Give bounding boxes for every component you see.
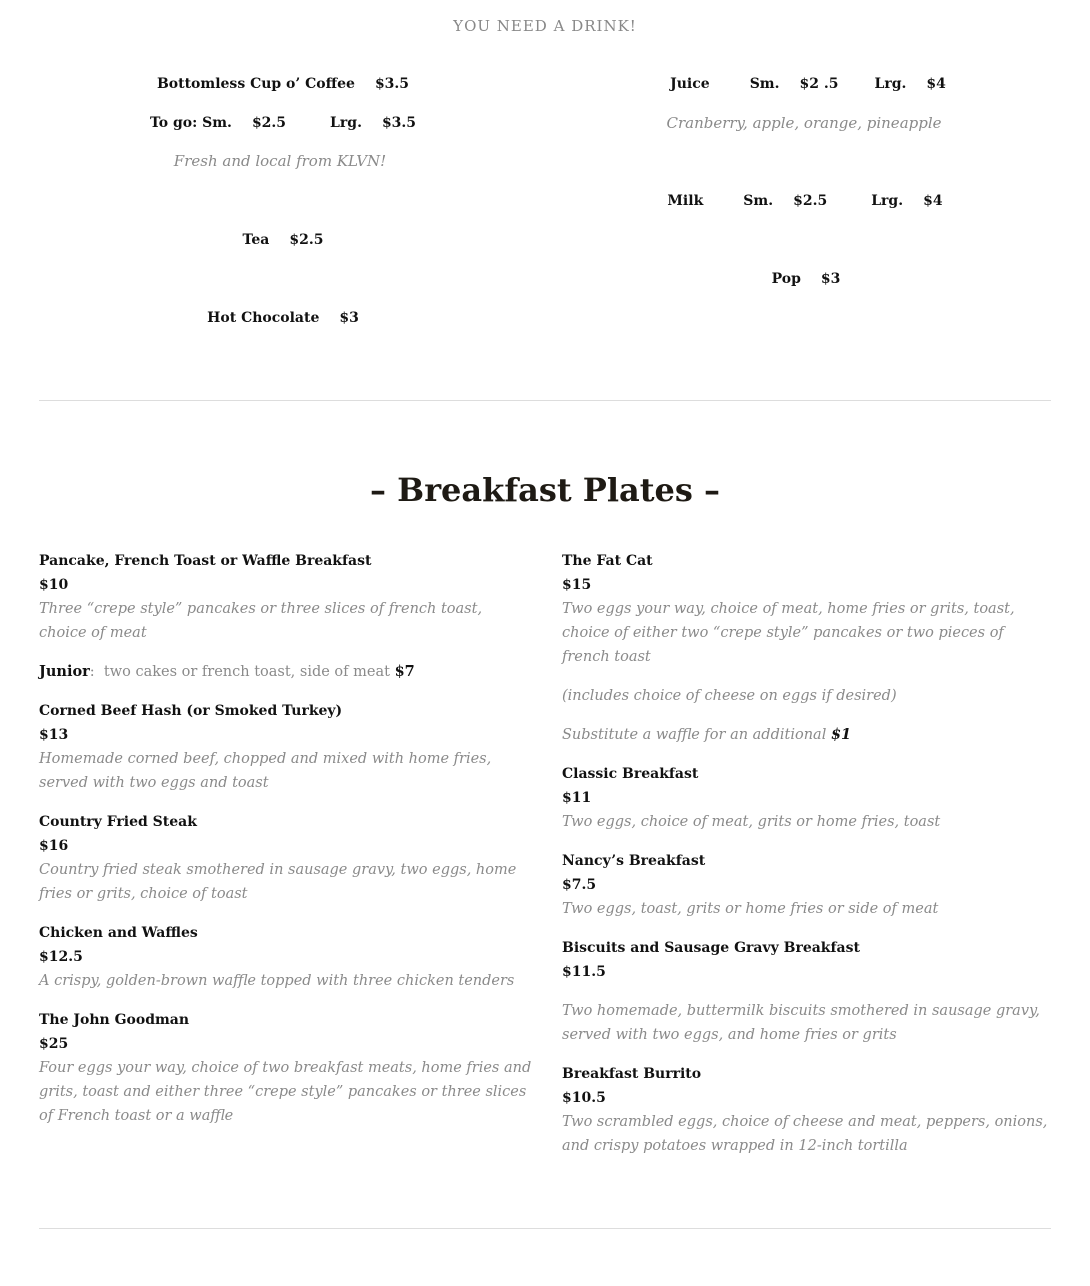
menu-item bbox=[39, 810, 534, 906]
togo-label: To go: Sm. bbox=[149, 115, 232, 131]
breakfast-left-column bbox=[39, 549, 534, 1128]
item-description: Four eggs your way, choice of two breakfast meats, home fries and grits, toast and either three “crepe style” pancakes or three slices of French toast or a waffle bbox=[39, 1060, 532, 1124]
drinks-heading: YOU NEED A DRINK! bbox=[453, 17, 637, 35]
item-name: Chicken and Waffles bbox=[39, 925, 198, 941]
junior-option bbox=[39, 660, 534, 684]
pop-name: Pop bbox=[771, 271, 801, 287]
junior-text: two cakes or french toast, side of meat bbox=[103, 664, 390, 680]
item-description: Three “crepe style” pancakes or three slices of french toast, choice of meat bbox=[39, 601, 483, 641]
item-name: Nancy’s Breakfast bbox=[562, 853, 706, 869]
menu-item bbox=[562, 1062, 1052, 1158]
menu-item bbox=[562, 849, 1052, 921]
item-price: $12.5 bbox=[39, 949, 83, 965]
coffee-line bbox=[157, 74, 409, 94]
juice-sm-label: Sm. bbox=[749, 76, 780, 92]
hot-chocolate-line bbox=[207, 308, 359, 328]
juice-lrg-price: $4 bbox=[926, 76, 946, 92]
fatcat-cheese-note: (includes choice of cheese on eggs if desired) bbox=[562, 688, 897, 704]
milk-lrg-label: Lrg. bbox=[871, 193, 904, 209]
togo-lrg-label: Lrg. bbox=[330, 115, 362, 131]
breakfast-title: – Breakfast Plates – bbox=[370, 471, 720, 509]
pop-price: $3 bbox=[820, 271, 841, 287]
milk-name: Milk bbox=[667, 193, 704, 209]
item-name: Country Fried Steak bbox=[39, 814, 197, 830]
item-price: $11 bbox=[562, 790, 592, 806]
coffee-note: Fresh and local from KLVN! bbox=[173, 152, 387, 170]
menu-item bbox=[562, 549, 1052, 669]
juice-sm-price: $2 .5 bbox=[799, 76, 839, 92]
item-price: $16 bbox=[39, 838, 69, 854]
item-description: Two eggs, toast, grits or home fries or side of meat bbox=[562, 901, 939, 917]
item-description: Two eggs, choice of meat, grits or home fries, toast bbox=[562, 814, 941, 830]
item-price: $13 bbox=[39, 727, 69, 743]
item-description: Two homemade, buttermilk biscuits smothered in sausage gravy, served with two eggs, and home fries or grits bbox=[562, 1003, 1040, 1043]
item-name: Corned Beef Hash (or Smoked Turkey) bbox=[39, 703, 343, 719]
junior-sep: : bbox=[89, 664, 95, 680]
togo-sm-price: $2.5 bbox=[251, 115, 287, 131]
milk-lrg-price: $4 bbox=[923, 193, 943, 209]
breakfast-right-column bbox=[562, 549, 1052, 1158]
menu-item bbox=[39, 921, 534, 993]
bottom-divider bbox=[39, 1228, 1051, 1229]
junior-price: $7 bbox=[394, 663, 415, 680]
item-price: $25 bbox=[39, 1036, 69, 1052]
milk-sm-label: Sm. bbox=[743, 193, 774, 209]
waffle-note-price: $1 bbox=[830, 726, 852, 743]
juice-lrg-label: Lrg. bbox=[874, 76, 907, 92]
menu-item bbox=[39, 1008, 534, 1128]
item-name: The Fat Cat bbox=[562, 553, 653, 569]
juice-note: Cranberry, apple, orange, pineapple bbox=[666, 114, 942, 132]
menu-item bbox=[39, 699, 534, 795]
hot-chocolate-price: $3 bbox=[339, 310, 359, 326]
item-description: A crispy, golden-brown waffle topped with three chicken tenders bbox=[39, 973, 515, 989]
item-name: Breakfast Burrito bbox=[562, 1066, 702, 1082]
item-price: $7.5 bbox=[562, 877, 597, 893]
item-price: $11.5 bbox=[562, 964, 606, 980]
tea-price: $2.5 bbox=[289, 232, 324, 248]
pop-line bbox=[772, 269, 841, 289]
tea-line bbox=[243, 230, 324, 250]
menu-item bbox=[39, 549, 534, 645]
item-price: $10.5 bbox=[562, 1090, 606, 1106]
menu-item bbox=[562, 936, 1052, 1047]
item-description: Two eggs your way, choice of meat, home fries or grits, toast, choice of either two “crepe style” pancakes or two pieces of french toast bbox=[562, 601, 1015, 665]
junior-label: Junior bbox=[39, 663, 90, 680]
coffee-price: $3.5 bbox=[374, 76, 410, 92]
menu-item bbox=[562, 762, 1052, 834]
fatcat-waffle-note bbox=[562, 723, 1052, 747]
item-name: Biscuits and Sausage Gravy Breakfast bbox=[562, 940, 860, 956]
item-price: $15 bbox=[562, 577, 592, 593]
juice-line bbox=[670, 74, 946, 94]
milk-line bbox=[667, 191, 942, 211]
waffle-note-text: Substitute a waffle for an additional bbox=[562, 727, 827, 743]
coffee-togo-line bbox=[150, 113, 416, 133]
item-description: Two scrambled eggs, choice of cheese and meat, peppers, onions, and crispy potatoes wrapped in 12-inch tortilla bbox=[562, 1114, 1048, 1154]
coffee-name: Bottomless Cup o’ Coffee bbox=[156, 76, 355, 92]
togo-lrg-price: $3.5 bbox=[381, 115, 417, 131]
juice-name: Juice bbox=[670, 76, 710, 92]
item-name: Pancake, French Toast or Waffle Breakfast bbox=[39, 553, 372, 569]
hot-chocolate-name: Hot Chocolate bbox=[207, 310, 320, 326]
tea-name: Tea bbox=[242, 232, 270, 248]
item-name: The John Goodman bbox=[39, 1012, 190, 1028]
item-description: Country fried steak smothered in sausage gravy, two eggs, home fries or grits, choice of toast bbox=[39, 862, 517, 902]
milk-sm-price: $2.5 bbox=[793, 193, 828, 209]
item-price: $10 bbox=[39, 577, 69, 593]
item-name: Classic Breakfast bbox=[562, 766, 699, 782]
section-divider bbox=[39, 400, 1051, 401]
item-description: Homemade corned beef, chopped and mixed with home fries, served with two eggs and toast bbox=[39, 751, 492, 791]
